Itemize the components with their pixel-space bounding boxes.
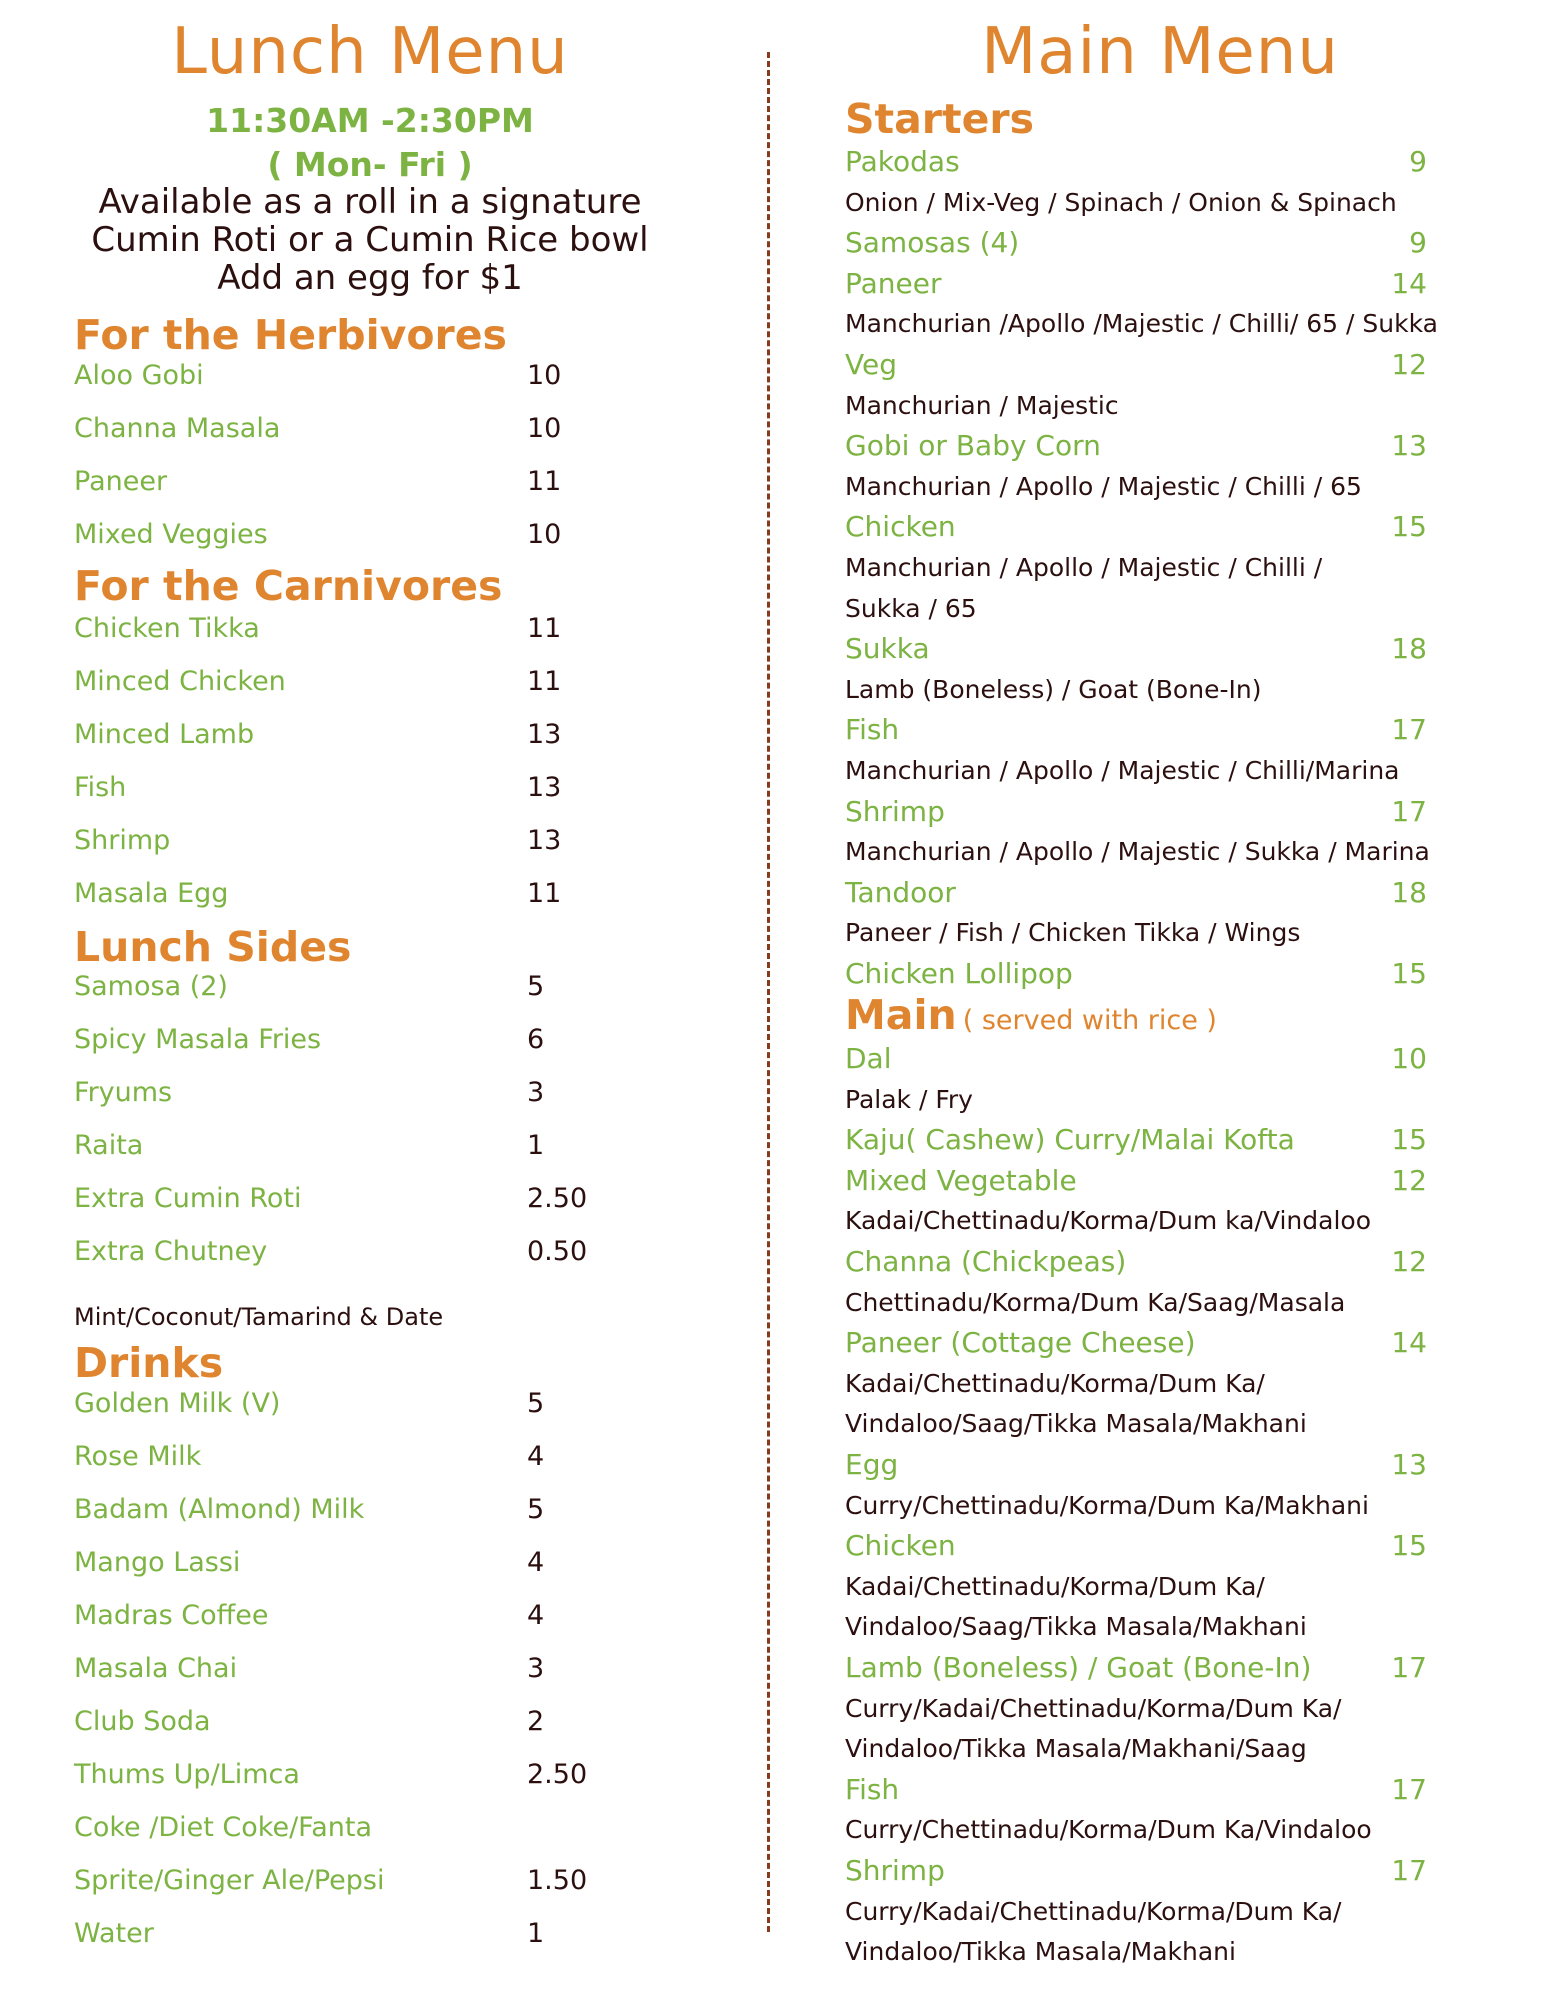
starters-item-name: Chicken Lollipop xyxy=(845,957,1073,990)
mains-item-name: Chicken xyxy=(845,1529,956,1563)
drink-item-name: Mango Lassi xyxy=(74,1547,241,1578)
mains-item-name: Fish xyxy=(845,1772,900,1806)
starters-item-options: Manchurian / Apollo / Majestic / Sukka / Marina xyxy=(845,837,1430,867)
starters-item-name: Gobi or Baby Corn xyxy=(845,429,1101,463)
mains-item-price: 15 xyxy=(1391,1529,1427,1563)
drink-item-name: Masala Chai xyxy=(74,1653,238,1684)
mains-item-name: Lamb (Boneless) / Goat (Bone-In) xyxy=(845,1651,1312,1684)
starters-item-name: Paneer xyxy=(845,266,942,300)
side-item-price: 3 xyxy=(527,1077,545,1108)
mains-item-options: Curry/Chettinadu/Korma/Dum Ka/Vindaloo xyxy=(845,1815,1372,1845)
side-item-name: Extra Chutney xyxy=(74,1236,268,1267)
mains-item-options: Kadai/Chettinadu/Korma/Dum Ka/ xyxy=(845,1571,1265,1601)
drink-item-name: Rose Milk xyxy=(74,1441,202,1472)
side-item-name: Fryums xyxy=(74,1077,173,1108)
carnivore-item-price: 11 xyxy=(527,878,562,909)
mains-item-options: Vindaloo/Tikka Masala/Makhani/Saag xyxy=(845,1734,1307,1764)
starters-item-price: 17 xyxy=(1391,794,1427,828)
mains-item-options: Vindaloo/Tikka Masala/Makhani xyxy=(845,1937,1236,1967)
mains-item-name: Egg xyxy=(845,1448,899,1481)
herbivores-heading: For the Herbivores xyxy=(74,311,507,359)
main-subheading: ( served with rice ) xyxy=(962,1005,1217,1036)
starters-item-price: 13 xyxy=(1391,429,1427,463)
starters-item-price: 12 xyxy=(1391,348,1427,381)
herbivore-item-name: Channa Masala xyxy=(74,413,281,444)
mains-item-options: Curry/Kadai/Chettinadu/Korma/Dum Ka/ xyxy=(845,1693,1342,1723)
drink-item-price: 3 xyxy=(527,1653,545,1684)
starters-item-options: Sukka / 65 xyxy=(845,593,977,623)
starters-item-name: Tandoor xyxy=(845,875,956,909)
carnivore-item-price: 11 xyxy=(527,666,562,697)
main-heading-label: Main xyxy=(845,991,957,1039)
mains-item-options: Curry/Chettinadu/Korma/Dum Ka/Makhani xyxy=(845,1490,1369,1520)
mains-item-price: 14 xyxy=(1391,1326,1427,1360)
starters-item-options: Manchurian / Majestic xyxy=(845,390,1119,420)
drink-item-price: 5 xyxy=(527,1494,545,1525)
starters-item-options: Lamb (Boneless) / Goat (Bone-In) xyxy=(845,674,1262,704)
starters-item-name: Shrimp xyxy=(845,794,945,828)
drink-item-name: Badam (Almond) Milk xyxy=(74,1494,365,1525)
drink-item-price: 4 xyxy=(527,1547,545,1578)
starters-item-name: Samosas (4) xyxy=(845,226,1020,260)
mains-item-name: Kaju( Cashew) Curry/Malai Kofta xyxy=(845,1123,1295,1157)
starters-item-price: 18 xyxy=(1391,632,1427,666)
herbivore-item-name: Aloo Gobi xyxy=(74,360,204,391)
drink-item-price: 4 xyxy=(527,1441,545,1472)
carnivore-item-price: 13 xyxy=(527,719,562,750)
starters-item-options: Onion / Mix-Veg / Spinach / Onion & Spinach xyxy=(845,187,1397,217)
availability-line: Available as a roll in a signature xyxy=(98,182,642,222)
drink-item-name: Water xyxy=(74,1918,154,1949)
side-item-name: Spicy Masala Fries xyxy=(74,1024,322,1055)
drink-item-name: Thums Up/Limca xyxy=(74,1759,300,1790)
side-item-price: 5 xyxy=(527,971,545,1002)
mains-item-options: Vindaloo/Saag/Tikka Masala/Makhani xyxy=(845,1612,1307,1642)
main-heading xyxy=(845,990,1217,1046)
mains-item-name: Shrimp xyxy=(845,1854,945,1887)
starters-item-name: Chicken xyxy=(845,510,956,544)
carnivores-heading: For the Carnivores xyxy=(74,562,503,610)
side-item-name: Raita xyxy=(74,1130,144,1161)
mains-item-price: 17 xyxy=(1391,1854,1427,1887)
starters-heading: Starters xyxy=(845,95,1035,143)
mains-item-price: 15 xyxy=(1391,1123,1427,1157)
starters-item-options: Manchurian / Apollo / Majestic / Chilli / xyxy=(845,553,1323,582)
egg-addon-line: Add an egg for $1 xyxy=(217,258,523,298)
drink-item-name: Madras Coffee xyxy=(74,1600,269,1631)
starters-item-price: 9 xyxy=(1409,145,1427,178)
carnivore-item-name: Minced Lamb xyxy=(74,719,255,750)
starters-item-price: 14 xyxy=(1391,266,1427,300)
starters-item-price: 15 xyxy=(1391,510,1427,544)
availability-line: Cumin Roti or a Cumin Rice bowl xyxy=(91,220,649,260)
lunch-menu-title: Lunch Menu xyxy=(171,15,569,89)
carnivore-item-price: 13 xyxy=(527,772,562,803)
herbivore-item-name: Mixed Veggies xyxy=(74,519,268,550)
starters-item-options: Manchurian /Apollo /Majestic / Chilli/ 65 / Sukka xyxy=(845,309,1438,339)
mains-item-options: Vindaloo/Saag/Tikka Masala/Makhani xyxy=(845,1409,1307,1439)
starters-item-price: 17 xyxy=(1391,713,1427,747)
drink-item-price: 5 xyxy=(527,1388,545,1419)
mains-item-options: Palak / Fry xyxy=(845,1084,973,1114)
starters-item-name: Veg xyxy=(845,348,897,381)
starters-item-options: Manchurian / Apollo / Majestic / Chilli / 65 xyxy=(845,471,1362,501)
drink-item-name: Coke /Diet Coke/Fanta xyxy=(74,1812,373,1843)
mains-item-price: 17 xyxy=(1391,1651,1427,1684)
side-item-price: 1 xyxy=(527,1130,545,1161)
carnivore-item-price: 11 xyxy=(527,613,562,644)
side-item-name: Extra Cumin Roti xyxy=(74,1183,302,1214)
drink-item-name: Golden Milk (V) xyxy=(74,1388,281,1419)
mains-item-options: Curry/Kadai/Chettinadu/Korma/Dum Ka/ xyxy=(845,1896,1342,1926)
drink-item-price: 2.50 xyxy=(527,1759,588,1790)
starters-item-price: 9 xyxy=(1409,226,1427,260)
drink-item-price: 1 xyxy=(527,1918,545,1949)
starters-item-price: 15 xyxy=(1391,957,1427,990)
side-item-name: Samosa (2) xyxy=(74,971,228,1002)
column-divider xyxy=(767,52,770,1932)
starters-item-price: 18 xyxy=(1391,875,1427,909)
mains-item-name: Dal xyxy=(845,1042,892,1075)
mains-item-name: Paneer (Cottage Cheese) xyxy=(845,1326,1196,1360)
herbivore-item-price: 10 xyxy=(527,360,562,391)
herbivore-item-price: 10 xyxy=(527,413,562,444)
drinks-heading: Drinks xyxy=(74,1339,224,1387)
main-menu-title: Main Menu xyxy=(981,15,1339,89)
drink-item-price: 1.50 xyxy=(527,1865,588,1896)
side-item-price: 2.50 xyxy=(527,1183,588,1214)
lunch-sides-heading: Lunch Sides xyxy=(74,923,352,971)
drink-item-name: Club Soda xyxy=(74,1706,211,1737)
starters-item-name: Pakodas xyxy=(845,145,960,178)
side-item-price: 0.50 xyxy=(527,1236,588,1267)
carnivore-item-name: Minced Chicken xyxy=(74,666,286,697)
drink-item-name: Sprite/Ginger Ale/Pepsi xyxy=(74,1865,385,1896)
herbivore-item-price: 10 xyxy=(527,519,562,550)
chutney-options-note: Mint/Coconut/Tamarind & Date xyxy=(74,1303,444,1331)
lunch-availability-note xyxy=(40,183,700,297)
lunch-days: ( Mon- Fri ) xyxy=(267,145,473,184)
mains-item-price: 12 xyxy=(1391,1163,1427,1197)
carnivore-item-name: Chicken Tikka xyxy=(74,613,260,644)
starters-item-name: Fish xyxy=(845,713,900,747)
mains-item-name: Mixed Vegetable xyxy=(845,1163,1077,1197)
mains-item-price: 10 xyxy=(1391,1042,1427,1075)
drink-item-price: 4 xyxy=(527,1600,545,1631)
mains-item-price: 12 xyxy=(1391,1245,1427,1278)
mains-item-options: Kadai/Chettinadu/Korma/Dum ka/Vindaloo xyxy=(845,1206,1371,1236)
carnivore-item-name: Shrimp xyxy=(74,825,171,856)
herbivore-item-name: Paneer xyxy=(74,466,168,497)
carnivore-item-price: 13 xyxy=(527,825,562,856)
mains-item-options: Kadai/Chettinadu/Korma/Dum Ka/ xyxy=(845,1368,1265,1398)
carnivore-item-name: Masala Egg xyxy=(74,878,229,909)
lunch-hours: 11:30AM -2:30PM xyxy=(206,101,534,140)
carnivore-item-name: Fish xyxy=(74,772,127,803)
side-item-price: 6 xyxy=(527,1024,545,1055)
starters-item-name: Sukka xyxy=(845,632,930,666)
drink-item-price: 2 xyxy=(527,1706,545,1737)
mains-item-price: 17 xyxy=(1391,1772,1427,1806)
mains-item-name: Channa (Chickpeas) xyxy=(845,1245,1127,1278)
mains-item-options: Chettinadu/Korma/Dum Ka/Saag/Masala xyxy=(845,1287,1346,1317)
mains-item-price: 13 xyxy=(1391,1448,1427,1481)
starters-item-options: Manchurian / Apollo / Majestic / Chilli/Marina xyxy=(845,756,1400,785)
starters-item-options: Paneer / Fish / Chicken Tikka / Wings xyxy=(845,918,1301,948)
herbivore-item-price: 11 xyxy=(527,466,562,497)
